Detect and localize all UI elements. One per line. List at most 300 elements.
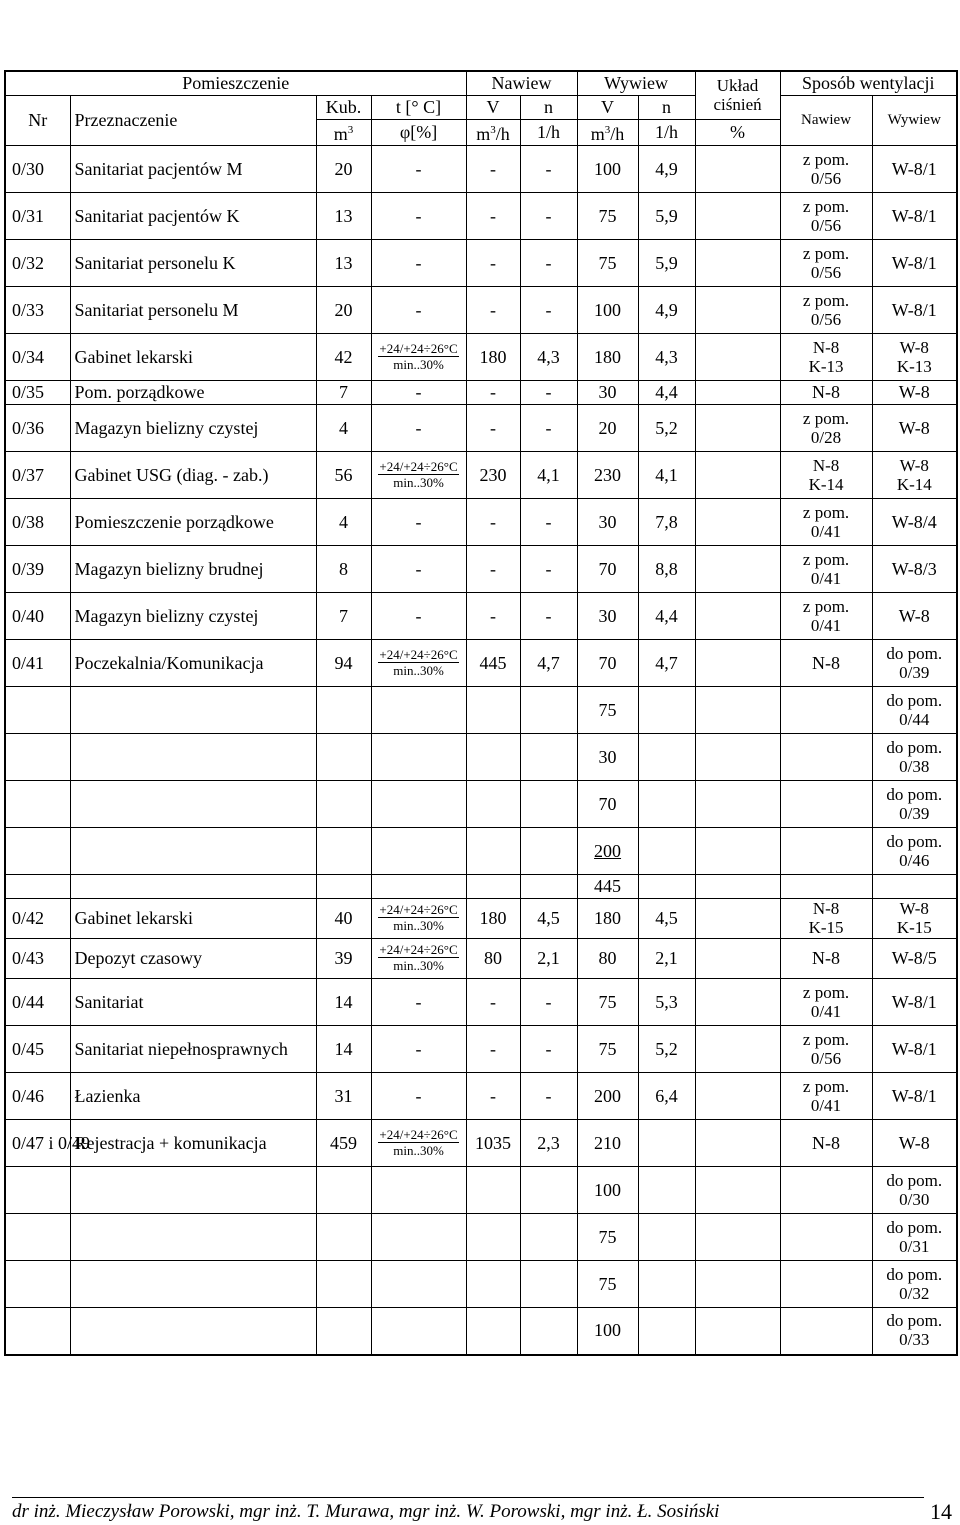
header-sposob-wentylacji: Sposób wentylacji [780, 71, 957, 96]
cell-wywiew-n: 5,2 [638, 1026, 695, 1073]
footer-divider [12, 1497, 924, 1498]
cell-nr: 0/39 [5, 546, 70, 593]
cell-sposob-nawiew: z pom. 0/56 [780, 240, 872, 287]
cell-wywiew-v: 70 [577, 640, 638, 687]
cell-nawiew-n: - [520, 240, 577, 287]
cell-uklad [695, 593, 780, 640]
cell-uklad [695, 1261, 780, 1308]
cell-nr [5, 1308, 70, 1355]
cell-nr [5, 687, 70, 734]
cell-temp: - [371, 405, 466, 452]
cell-temp: - [371, 240, 466, 287]
cell-przeznaczenie: Pomieszczenie porządkowe [70, 499, 316, 546]
header-unit-1h-nawiew: 1/h [520, 120, 577, 146]
cell-wywiew-n [638, 1214, 695, 1261]
cell-wywiew-n [638, 1167, 695, 1214]
table-row [5, 1214, 957, 1261]
cell-kub: 13 [316, 193, 371, 240]
table-row [5, 781, 957, 828]
cell-przeznaczenie: Magazyn bielizny czystej [70, 593, 316, 640]
temp-humidity-spec: +24/+24÷26°C min..30% [379, 458, 458, 490]
header-unit-m3 [316, 120, 371, 146]
cell-przeznaczenie: Sanitariat personelu K [70, 240, 316, 287]
cell-wywiew-n: 4,9 [638, 146, 695, 193]
cell-kub: 14 [316, 979, 371, 1026]
cell-wywiew-n: 4,3 [638, 334, 695, 381]
cell-wywiew-v: 100 [577, 1167, 638, 1214]
cell-sposob-wywiew: W-8 K-14 [872, 452, 957, 499]
cell-sposob-wywiew: W-8/5 [872, 939, 957, 979]
cell-temp [371, 687, 466, 734]
table-row [5, 828, 957, 875]
table-row [5, 287, 957, 334]
cell-kub: 56 [316, 452, 371, 499]
cell-uklad [695, 1167, 780, 1214]
cell-nr [5, 1261, 70, 1308]
table-row [5, 405, 957, 452]
cell-wywiew-n: 4,4 [638, 593, 695, 640]
cell-sposob-nawiew: z pom. 0/28 [780, 405, 872, 452]
cell-nawiew-v [466, 875, 520, 899]
cell-kub [316, 781, 371, 828]
cell-sposob-nawiew [780, 875, 872, 899]
cell-kub [316, 1167, 371, 1214]
cell-kub: 459 [316, 1120, 371, 1167]
cell-sposob-wywiew: W-8/1 [872, 287, 957, 334]
cell-sposob-wywiew: W-8/1 [872, 146, 957, 193]
cell-sposob-nawiew [780, 1167, 872, 1214]
cell-nawiew-v: - [466, 240, 520, 287]
cell-kub: 4 [316, 405, 371, 452]
cell-kub: 7 [316, 381, 371, 405]
cell-temp: - [371, 1026, 466, 1073]
cell-temp [371, 1167, 466, 1214]
cell-nawiew-v [466, 687, 520, 734]
cell-sposob-nawiew: N-8 [780, 1120, 872, 1167]
cell-sposob-nawiew: N-8 [780, 640, 872, 687]
header-sposob-wywiew: Wywiew [872, 96, 957, 146]
cell-sposob-nawiew [780, 1214, 872, 1261]
cell-wywiew-v: 210 [577, 1120, 638, 1167]
table-row [5, 979, 957, 1026]
cell-wywiew-v: 70 [577, 546, 638, 593]
cell-kub [316, 875, 371, 899]
cell-wywiew-v: 75 [577, 1026, 638, 1073]
header-uklad-cisnien: Układ ciśnień [695, 71, 780, 120]
cell-nawiew-n [520, 687, 577, 734]
cell-kub [316, 828, 371, 875]
cell-nawiew-n [520, 1214, 577, 1261]
cell-kub: 20 [316, 287, 371, 334]
cell-uklad [695, 146, 780, 193]
cell-nawiew-n [520, 734, 577, 781]
cell-wywiew-n: 5,3 [638, 979, 695, 1026]
cell-nawiew-v [466, 1214, 520, 1261]
header-nawiew: Nawiew [466, 71, 577, 96]
cell-nawiew-n: - [520, 1073, 577, 1120]
cell-przeznaczenie [70, 1261, 316, 1308]
cell-kub: 20 [316, 146, 371, 193]
cell-nawiew-n [520, 1308, 577, 1355]
unit-m3h: $m^3/h$ [590, 124, 625, 144]
cell-sposob-wywiew: W-8 [872, 593, 957, 640]
cell-uklad [695, 546, 780, 593]
cell-wywiew-n [638, 1261, 695, 1308]
cell-wywiew-v: 180 [577, 334, 638, 381]
cell-nr: 0/33 [5, 287, 70, 334]
cell-nawiew-v: 1035 [466, 1120, 520, 1167]
cell-nawiew-n: - [520, 146, 577, 193]
cell-nawiew-n [520, 828, 577, 875]
table-header [5, 71, 957, 146]
cell-nawiew-v [466, 1167, 520, 1214]
cell-wywiew-v: 200 [577, 828, 638, 875]
cell-sposob-nawiew: z pom. 0/56 [780, 1026, 872, 1073]
cell-nawiew-n [520, 1167, 577, 1214]
cell-temp: - [371, 193, 466, 240]
cell-nawiew-v: - [466, 1026, 520, 1073]
cell-uklad [695, 1073, 780, 1120]
cell-temp [371, 1308, 466, 1355]
cell-kub: 31 [316, 1073, 371, 1120]
cell-uklad [695, 240, 780, 287]
cell-temp: - [371, 287, 466, 334]
table-row [5, 452, 957, 499]
cell-nawiew-v: 180 [466, 899, 520, 939]
cell-sposob-wywiew: W-8/1 [872, 193, 957, 240]
cell-temp [371, 1214, 466, 1261]
cell-temp: - [371, 979, 466, 1026]
table-row [5, 640, 957, 687]
cell-wywiew-v: 30 [577, 499, 638, 546]
cell-nawiew-v: - [466, 287, 520, 334]
cell-sposob-nawiew: z pom. 0/41 [780, 1073, 872, 1120]
cell-sposob-nawiew: N-8 K-15 [780, 899, 872, 939]
cell-nawiew-v [466, 734, 520, 781]
cell-nawiew-v: - [466, 193, 520, 240]
cell-sposob-nawiew [780, 1261, 872, 1308]
cell-nawiew-v: - [466, 979, 520, 1026]
cell-uklad [695, 1214, 780, 1261]
table-row [5, 193, 957, 240]
cell-temp [371, 334, 466, 381]
table-row [5, 1167, 957, 1214]
cell-wywiew-n: 4,4 [638, 381, 695, 405]
temp-humidity-spec: +24/+24÷26°C min..30% [379, 902, 458, 933]
cell-przeznaczenie [70, 875, 316, 899]
cell-nawiew-v: 80 [466, 939, 520, 979]
table-row [5, 546, 957, 593]
header-unit-m3h-nawiew [466, 120, 520, 146]
cell-uklad [695, 899, 780, 939]
cell-wywiew-v: 75 [577, 193, 638, 240]
cell-przeznaczenie: Magazyn bielizny czystej [70, 405, 316, 452]
cell-nawiew-n: - [520, 546, 577, 593]
cell-uklad [695, 1120, 780, 1167]
cell-nr: 0/36 [5, 405, 70, 452]
cell-wywiew-n: 5,9 [638, 240, 695, 287]
cell-sposob-nawiew: N-8 K-14 [780, 452, 872, 499]
header-unit-m3h-wywiew [577, 120, 638, 146]
header-temperature: t [° C] [371, 96, 466, 120]
temp-humidity-spec: +24/+24÷26°C min..30% [379, 1126, 458, 1158]
cell-nawiew-n [520, 1261, 577, 1308]
cell-kub: 94 [316, 640, 371, 687]
table-row [5, 240, 957, 287]
cell-sposob-nawiew: N-8 [780, 939, 872, 979]
cell-nr: 0/31 [5, 193, 70, 240]
cell-przeznaczenie: Sanitariat personelu M [70, 287, 316, 334]
cell-sposob-nawiew [780, 828, 872, 875]
cell-sposob-wywiew: do pom. 0/39 [872, 781, 957, 828]
table-row [5, 381, 957, 405]
cell-sposob-wywiew: do pom. 0/31 [872, 1214, 957, 1261]
cell-nr: 0/41 [5, 640, 70, 687]
cell-nr: 0/46 [5, 1073, 70, 1120]
cell-sposob-wywiew: W-8/1 [872, 979, 957, 1026]
cell-przeznaczenie [70, 734, 316, 781]
cell-temp [371, 875, 466, 899]
cell-kub: 40 [316, 899, 371, 939]
cell-uklad [695, 781, 780, 828]
cell-nawiew-v: - [466, 593, 520, 640]
cell-temp: - [371, 546, 466, 593]
cell-nr: 0/32 [5, 240, 70, 287]
header-wywiew: Wywiew [577, 71, 695, 96]
cell-wywiew-v: 75 [577, 687, 638, 734]
cell-wywiew-n: 7,8 [638, 499, 695, 546]
cell-uklad [695, 381, 780, 405]
cell-wywiew-v: 100 [577, 287, 638, 334]
cell-sposob-nawiew [780, 687, 872, 734]
cell-nawiew-v: 230 [466, 452, 520, 499]
cell-nr: 0/38 [5, 499, 70, 546]
cell-uklad [695, 734, 780, 781]
cell-sposob-nawiew: z pom. 0/41 [780, 593, 872, 640]
cell-sposob-wywiew: W-8/1 [872, 240, 957, 287]
cell-sposob-wywiew: do pom. 0/39 [872, 640, 957, 687]
cell-wywiew-v: 445 [577, 875, 638, 899]
cell-uklad [695, 334, 780, 381]
cell-sposob-wywiew: do pom. 0/44 [872, 687, 957, 734]
cell-przeznaczenie [70, 1167, 316, 1214]
table-row [5, 334, 957, 381]
cell-sposob-nawiew: z pom. 0/41 [780, 979, 872, 1026]
cell-sposob-nawiew [780, 781, 872, 828]
cell-temp [371, 781, 466, 828]
cell-uklad [695, 979, 780, 1026]
cell-nawiew-n: - [520, 193, 577, 240]
cell-kub [316, 1214, 371, 1261]
cell-nr [5, 1167, 70, 1214]
cell-przeznaczenie [70, 1308, 316, 1355]
cell-temp [371, 828, 466, 875]
cell-temp: - [371, 1073, 466, 1120]
cell-uklad [695, 193, 780, 240]
cell-kub [316, 734, 371, 781]
cell-przeznaczenie: Sanitariat [70, 979, 316, 1026]
cell-wywiew-v: 100 [577, 1308, 638, 1355]
cell-nawiew-v [466, 1308, 520, 1355]
cell-nr [5, 1214, 70, 1261]
cell-sposob-wywiew: W-8 [872, 405, 957, 452]
table-row [5, 899, 957, 939]
cell-wywiew-v: 75 [577, 1261, 638, 1308]
cell-temp [371, 899, 466, 939]
cell-uklad [695, 875, 780, 899]
cell-sposob-wywiew: W-8 K-15 [872, 899, 957, 939]
cell-sposob-wywiew: do pom. 0/33 [872, 1308, 957, 1355]
cell-nawiew-n: 4,7 [520, 640, 577, 687]
cell-nr [5, 875, 70, 899]
cell-wywiew-v: 230 [577, 452, 638, 499]
cell-sposob-wywiew: do pom. 0/30 [872, 1167, 957, 1214]
cell-przeznaczenie: Łazienka [70, 1073, 316, 1120]
cell-sposob-nawiew: z pom. 0/41 [780, 499, 872, 546]
header-wywiew-v: V [577, 96, 638, 120]
table-row [5, 1120, 957, 1167]
cell-wywiew-v: 75 [577, 240, 638, 287]
temp-humidity-spec: +24/+24÷26°C min..30% [379, 646, 458, 678]
header-kub: Kub. [316, 96, 371, 120]
page-number: 14 [930, 1499, 952, 1524]
cell-nawiew-v: - [466, 1073, 520, 1120]
cell-wywiew-v: 70 [577, 781, 638, 828]
cell-sposob-nawiew: z pom. 0/56 [780, 193, 872, 240]
cell-przeznaczenie: Gabinet USG (diag. - zab.) [70, 452, 316, 499]
cell-nawiew-n [520, 875, 577, 899]
table-row [5, 875, 957, 899]
cell-uklad [695, 828, 780, 875]
cell-wywiew-v: 75 [577, 979, 638, 1026]
cell-wywiew-n [638, 734, 695, 781]
table-row [5, 939, 957, 979]
cell-sposob-nawiew [780, 1308, 872, 1355]
cell-nawiew-v: - [466, 146, 520, 193]
cell-temp [371, 1120, 466, 1167]
cell-uklad [695, 1308, 780, 1355]
cell-przeznaczenie: Sanitariat pacjentów K [70, 193, 316, 240]
header-unit-1h-wywiew: 1/h [638, 120, 695, 146]
cell-wywiew-v: 180 [577, 899, 638, 939]
footer-authors: dr inż. Mieczysław Porowski, mgr inż. T. Murawa, mgr inż. W. Porowski, mgr inż. Ł. Sosiński [12, 1501, 720, 1522]
cell-nawiew-n: - [520, 381, 577, 405]
cell-przeznaczenie: Pom. porządkowe [70, 381, 316, 405]
cell-nr [5, 781, 70, 828]
cell-kub: 14 [316, 1026, 371, 1073]
cell-wywiew-n: 2,1 [638, 939, 695, 979]
cell-sposob-nawiew: z pom. 0/56 [780, 287, 872, 334]
cell-sposob-wywiew: W-8/3 [872, 546, 957, 593]
cell-sposob-nawiew: z pom. 0/41 [780, 546, 872, 593]
cell-wywiew-v: 20 [577, 405, 638, 452]
cell-wywiew-n: 8,8 [638, 546, 695, 593]
cell-kub [316, 1308, 371, 1355]
cell-przeznaczenie [70, 1214, 316, 1261]
table-row [5, 499, 957, 546]
cell-nawiew-v: - [466, 381, 520, 405]
cell-wywiew-n: 5,9 [638, 193, 695, 240]
cell-nawiew-n: - [520, 499, 577, 546]
cell-wywiew-n: 5,2 [638, 405, 695, 452]
cell-temp [371, 452, 466, 499]
cell-nawiew-n [520, 781, 577, 828]
table-row [5, 1073, 957, 1120]
cell-nawiew-v: 180 [466, 334, 520, 381]
cell-przeznaczenie: Gabinet lekarski [70, 899, 316, 939]
cell-nr: 0/42 [5, 899, 70, 939]
cell-kub: 4 [316, 499, 371, 546]
cell-uklad [695, 1026, 780, 1073]
cell-nr: 0/45 [5, 1026, 70, 1073]
cell-nawiew-n: - [520, 405, 577, 452]
cell-kub [316, 1261, 371, 1308]
cell-wywiew-n [638, 1308, 695, 1355]
cell-temp: - [371, 593, 466, 640]
cell-kub: 13 [316, 240, 371, 287]
cell-wywiew-n [638, 781, 695, 828]
temp-humidity-spec: +24/+24÷26°C min..30% [379, 340, 458, 372]
table-body [5, 146, 957, 1355]
cell-wywiew-n [638, 1120, 695, 1167]
cell-wywiew-n: 6,4 [638, 1073, 695, 1120]
cell-przeznaczenie [70, 687, 316, 734]
header-wywiew-n: n [638, 96, 695, 120]
cell-sposob-wywiew: W-8 K-13 [872, 334, 957, 381]
cell-przeznaczenie: Poczekalnia/Komunikacja [70, 640, 316, 687]
cell-nawiew-n: 4,3 [520, 334, 577, 381]
cell-temp [371, 640, 466, 687]
cell-nr: 0/43 [5, 939, 70, 979]
cell-nawiew-n: 4,1 [520, 452, 577, 499]
cell-wywiew-n: 4,1 [638, 452, 695, 499]
cell-sposob-wywiew: do pom. 0/46 [872, 828, 957, 875]
cell-wywiew-v: 30 [577, 593, 638, 640]
cell-nawiew-n: 2,3 [520, 1120, 577, 1167]
cell-sposob-nawiew: z pom. 0/56 [780, 146, 872, 193]
cell-przeznaczenie: Depozyt czasowy [70, 939, 316, 979]
cell-wywiew-v: 200 [577, 1073, 638, 1120]
cell-nawiew-n: 2,1 [520, 939, 577, 979]
cell-sposob-wywiew: W-8/1 [872, 1026, 957, 1073]
unit-m3: $m^3$ [333, 124, 354, 144]
cell-nr: 0/37 [5, 452, 70, 499]
cell-uklad [695, 405, 780, 452]
cell-nawiew-n: - [520, 979, 577, 1026]
cell-wywiew-n [638, 828, 695, 875]
table-row [5, 734, 957, 781]
cell-nr: 0/35 [5, 381, 70, 405]
cell-nr: 0/44 [5, 979, 70, 1026]
cell-przeznaczenie: Rejestracja + komunikacja [70, 1120, 316, 1167]
header-unit-percent: % [695, 120, 780, 146]
unit-m3h: $m^3/h$ [476, 124, 510, 144]
temp-humidity-spec: +24/+24÷26°C min..30% [379, 942, 458, 973]
cell-temp: - [371, 381, 466, 405]
cell-uklad [695, 939, 780, 979]
cell-nawiew-v [466, 781, 520, 828]
header-pomieszczenie: Pomieszczenie [5, 71, 466, 96]
cell-nawiew-v: - [466, 546, 520, 593]
header-sposob-nawiew: Nawiew [780, 96, 872, 146]
cell-sposob-nawiew: N-8 K-13 [780, 334, 872, 381]
cell-wywiew-v: 30 [577, 734, 638, 781]
cell-sposob-wywiew: W-8 [872, 1120, 957, 1167]
cell-wywiew-n: 4,9 [638, 287, 695, 334]
cell-nawiew-v [466, 1261, 520, 1308]
header-unit-phi: φ[%] [371, 120, 466, 146]
table-row [5, 1261, 957, 1308]
